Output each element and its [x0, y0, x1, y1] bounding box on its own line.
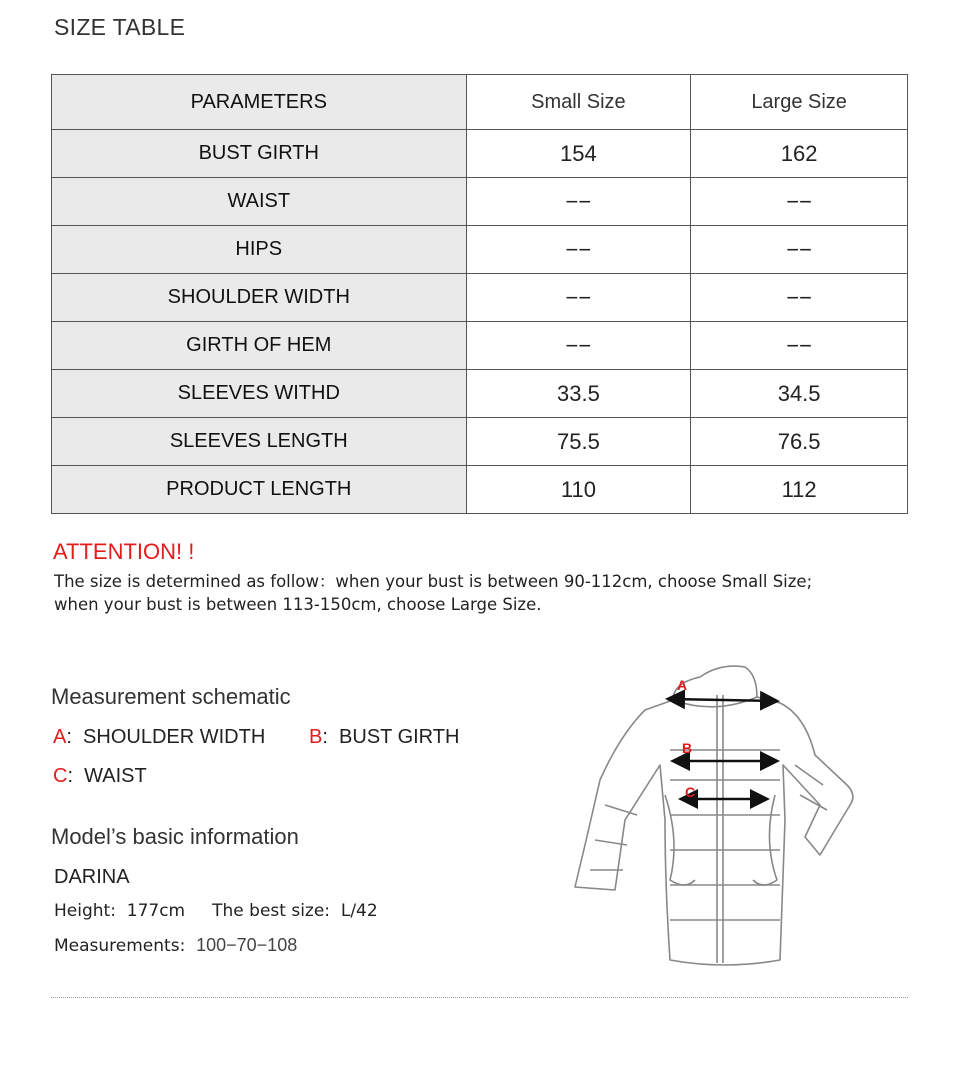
large-size-cell: −− [691, 226, 908, 274]
model-name: DARINA [54, 866, 130, 888]
coat-quilt-lines [590, 750, 827, 920]
attention-note [54, 571, 854, 616]
legend-sep-b: : [322, 726, 328, 748]
measurements-label: Measurements: [54, 936, 186, 956]
attention-line-1: The size is determined as follow：when your bust is between 90-112cm, choose Small Size; [54, 572, 813, 591]
legend-label-a: SHOULDER WIDTH [83, 726, 266, 748]
table-row [52, 370, 908, 418]
measure-line-a [670, 699, 775, 701]
model-height-line [54, 901, 378, 921]
column-header-large-size: Large Size [691, 75, 908, 130]
small-size-cell: −− [466, 274, 691, 322]
small-size-cell: 33.5 [466, 370, 691, 418]
parameter-cell: PRODUCT LENGTH [52, 466, 467, 514]
parameter-cell: SLEEVES WITHD [52, 370, 467, 418]
large-size-cell: −− [691, 178, 908, 226]
diagram-label-b: B [682, 740, 693, 756]
diagram-label-a: A [677, 677, 688, 693]
small-size-cell: −− [466, 226, 691, 274]
parameter-cell: WAIST [52, 178, 467, 226]
parameter-cell: BUST GIRTH [52, 130, 467, 178]
best-size-label: The best size: [212, 901, 331, 921]
table-row [52, 130, 908, 178]
coat-right-seam [753, 795, 777, 885]
legend-sep-c: : [67, 765, 74, 787]
table-row [52, 274, 908, 322]
large-size-cell: 76.5 [691, 418, 908, 466]
coat-measurement-diagram [565, 655, 865, 975]
model-measurements-line [54, 935, 297, 956]
small-size-cell: 110 [466, 466, 691, 514]
model-heading: Model’s basic information [51, 824, 299, 849]
table-row [52, 418, 908, 466]
parameter-cell: GIRTH OF HEM [52, 322, 467, 370]
small-size-cell: −− [466, 178, 691, 226]
small-size-cell: 154 [466, 130, 691, 178]
parameter-cell: SLEEVES LENGTH [52, 418, 467, 466]
schematic-heading: Measurement schematic [51, 684, 291, 709]
column-header-parameters: PARAMETERS [52, 75, 467, 130]
parameter-cell: SHOULDER WIDTH [52, 274, 467, 322]
table-row [52, 226, 908, 274]
table-header-row [52, 75, 908, 130]
height-value: 177cm [126, 901, 186, 921]
legend-key-c: C [53, 765, 68, 787]
large-size-cell: 34.5 [691, 370, 908, 418]
column-header-small-size: Small Size [466, 75, 691, 130]
measurements-value: 100−70−108 [196, 935, 298, 955]
legend-sep-a: : [66, 726, 72, 748]
large-size-cell: 162 [691, 130, 908, 178]
small-size-cell: 75.5 [466, 418, 691, 466]
legend-key-b: B [309, 726, 323, 748]
size-table [51, 74, 908, 514]
coat-left-seam [665, 795, 695, 885]
legend-item-a [53, 726, 265, 749]
page-title: SIZE TABLE [54, 14, 186, 40]
height-label: Height: [54, 901, 116, 921]
legend-item-c [53, 765, 147, 788]
large-size-cell: −− [691, 274, 908, 322]
parameter-cell: HIPS [52, 226, 467, 274]
table-row [52, 466, 908, 514]
attention-heading: ATTENTION! ! [53, 539, 195, 564]
table-row [52, 178, 908, 226]
best-size-value: L/42 [340, 901, 378, 921]
attention-line-2: when your bust is between 113-150cm, choose Large Size. [54, 594, 542, 614]
table-row [52, 322, 908, 370]
large-size-cell: 112 [691, 466, 908, 514]
small-size-cell: −− [466, 322, 691, 370]
legend-key-a: A [53, 726, 67, 748]
legend-label-b: BUST GIRTH [339, 726, 460, 748]
legend-label-c: WAIST [84, 765, 147, 787]
legend-item-b [309, 726, 459, 749]
large-size-cell: −− [691, 322, 908, 370]
diagram-label-c: C [685, 784, 696, 800]
bottom-divider [51, 997, 908, 998]
